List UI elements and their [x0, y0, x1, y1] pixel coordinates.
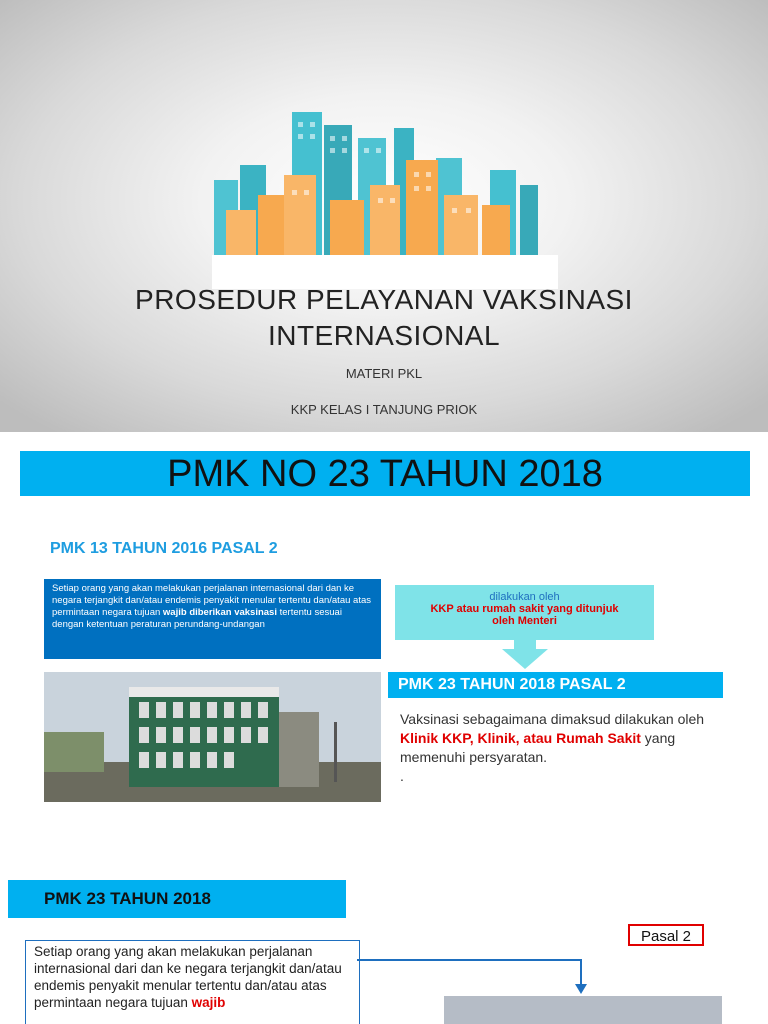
performed-by-line-3: oleh Menteri	[492, 615, 557, 627]
pasal-2-paragraph	[400, 710, 720, 786]
connector-arrow-icon	[355, 954, 595, 994]
pasal-text-a: Setiap orang yang akan melakukan perjalanan internasional dari dan ke negara terjangkit dan/atau endemis penyakit menular tertentu dan/atau atas permintaan negara tujuan	[52, 583, 371, 618]
regulation-text: Setiap orang yang akan melakukan perjalanan internasional dari dan ke negara terjangkit dan/atau endemis penyakit menular tertentu dan/atau atas permintaan negara tujuan	[34, 944, 342, 1010]
performed-by-line-2: KKP atau rumah sakit yang ditunjuk	[430, 603, 619, 615]
pasal-text-b: tertentu sesuai dengan ketentuan peraturan perundang-undangan	[52, 607, 342, 630]
title-slide	[0, 0, 768, 432]
title-line-2: INTERNASIONAL	[267, 320, 501, 351]
regulation-slide	[0, 432, 768, 846]
performed-by-box	[395, 585, 654, 640]
pasal-2-text-b: yang memenuhi persyaratan.	[400, 730, 676, 765]
section-heading: PMK 13 TAHUN 2016 PASAL 2	[50, 540, 278, 557]
building-photo	[44, 672, 381, 802]
slide-banner: PMK NO 23 TAHUN 2018	[20, 451, 750, 496]
regulation-text-box	[25, 940, 360, 1024]
pasal-text-box	[44, 579, 381, 659]
slide-heading: PMK 23 TAHUN 2018	[8, 880, 346, 918]
performed-by-label: dilakukan oleh	[489, 591, 560, 603]
pasal-2-highlight: Klinik KKP, Klinik, atau Rumah Sakit	[400, 730, 641, 746]
pasal-2-heading: PMK 23 TAHUN 2018 PASAL 2	[388, 672, 723, 698]
organization-name: KKP KELAS I TANJUNG PRIOK	[290, 402, 478, 417]
pmk-slide	[0, 846, 768, 1024]
down-arrow-icon	[502, 639, 548, 669]
city-skyline-illustration	[200, 100, 570, 290]
title-line-1: PROSEDUR PELAYANAN VAKSINASI	[135, 284, 633, 315]
subtitle: MATERI PKL	[345, 366, 423, 381]
regulation-highlight: wajib	[191, 995, 226, 1010]
pasal-text-bold: wajib diberikan vaksinasi	[162, 607, 277, 618]
pasal-2-dot: .	[400, 768, 404, 784]
pasal-label: Pasal 2	[628, 924, 704, 946]
pasal-2-text-a: Vaksinasi sebagaimana dimaksud dilakukan oleh	[400, 711, 705, 727]
gray-box	[444, 996, 722, 1024]
